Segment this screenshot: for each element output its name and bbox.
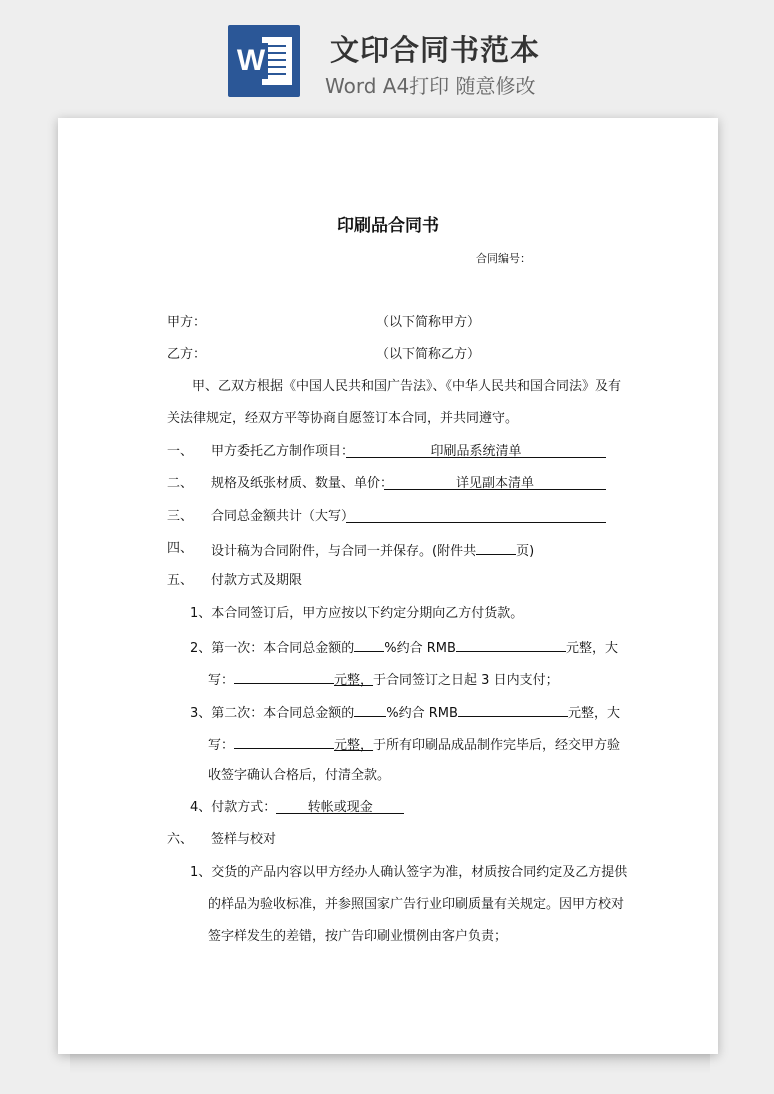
paper-shadow xyxy=(70,1052,710,1074)
section-6-number: 六、 xyxy=(167,832,194,847)
contract-number-label: 合同编号： xyxy=(476,252,531,265)
section-3-blank xyxy=(346,509,606,523)
section-2-number: 二、 xyxy=(167,476,194,491)
payment-item-3-words-unit: 元整， xyxy=(334,738,374,753)
payment-item-2-unit: 元整，大 xyxy=(565,641,618,656)
payment-item-3-amount-blank xyxy=(458,703,568,717)
payment-item-3-words-blank xyxy=(234,735,334,749)
payment-item-2-words-blank xyxy=(234,670,334,684)
payment-item-3-text: 3、第二次：本合同总金额的 xyxy=(190,706,355,721)
payment-item-2-rmb: %约合 RMB xyxy=(384,641,456,656)
word-logo-icon xyxy=(228,25,300,97)
payment-item-2-amount-blank xyxy=(456,638,566,652)
banner xyxy=(0,0,774,110)
party-b-label: 乙方： xyxy=(167,347,207,362)
payment-item-3-unit: 元整，大 xyxy=(567,706,620,721)
payment-item-2-text: 2、第一次：本合同总金额的 xyxy=(190,641,355,656)
section-2-value: 详见副本清单 xyxy=(384,476,606,490)
section-5-text: 付款方式及期限 xyxy=(211,573,303,588)
section-2-text: 规格及纸张材质、数量、单价： xyxy=(211,476,394,491)
section-3-text: 合同总金额共计（大写） xyxy=(211,509,355,524)
word-logo-letter: W xyxy=(234,43,268,79)
payment-item-4-value: 转帐或现金 xyxy=(276,800,404,814)
payment-item-3-words-label: 写： xyxy=(208,738,235,753)
proof-item-1-line-1: 1、交货的产品内容以甲方经办人确认签字为准，材质按合同约定及乙方提供 xyxy=(190,865,628,880)
section-3-number: 三、 xyxy=(167,509,194,524)
payment-item-3-percent-blank xyxy=(354,703,386,717)
payment-item-2-words-label: 写： xyxy=(208,673,235,688)
banner-title: 文印合同书范本 xyxy=(330,33,541,67)
party-a-label: 甲方： xyxy=(167,315,207,330)
intro-line-2: 关法律规定，经双方平等协商自愿签订本合同，并共同遵守。 xyxy=(167,411,519,426)
document-title: 印刷品合同书 xyxy=(337,216,439,236)
payment-item-2-deadline: 于合同签订之日起 3 日内支付； xyxy=(373,673,559,688)
section-4-suffix: 页) xyxy=(516,544,535,559)
banner-subtitle: Word A4打印 随意修改 xyxy=(325,74,536,98)
payment-item-2-percent-blank xyxy=(354,638,384,652)
intro-line-1: 甲、乙双方根据《中国人民共和国广告法》、《中华人民共和国合同法》及有 xyxy=(192,379,622,394)
party-a-note: （以下简称甲方） xyxy=(376,315,481,330)
section-1-value: 印刷品系统清单 xyxy=(346,444,606,458)
section-5-number: 五、 xyxy=(167,573,194,588)
document-page xyxy=(58,118,718,1054)
payment-item-2-words-unit: 元整， xyxy=(334,673,374,688)
section-6-text: 签样与校对 xyxy=(211,832,277,847)
section-1-number: 一、 xyxy=(167,444,194,459)
payment-item-3-condition: 于所有印刷品成品制作完毕后，经交甲方验 xyxy=(373,738,621,753)
section-4-number: 四、 xyxy=(167,541,194,556)
section-1-text: 甲方委托乙方制作项目： xyxy=(211,444,355,459)
payment-item-4-label: 4、付款方式： xyxy=(190,800,277,815)
party-b-note: （以下简称乙方） xyxy=(376,347,481,362)
proof-item-1-line-2: 的样品为验收标准，并参照国家广告行业印刷质量有关规定。因甲方校对 xyxy=(208,897,625,912)
section-4-blank xyxy=(476,541,516,555)
section-4-text: 设计稿为合同附件，与合同一并保存。(附件共 xyxy=(211,544,477,559)
payment-item-3-rmb: %约合 RMB xyxy=(386,706,458,721)
payment-item-1: 1、本合同签订后，甲方应按以下约定分期向乙方付货款。 xyxy=(190,606,524,621)
proof-item-1-line-3: 签字样发生的差错，按广告印刷业惯例由客户负责； xyxy=(208,929,508,944)
payment-item-3-condition-cont: 收签字确认合格后，付清全款。 xyxy=(208,768,391,783)
